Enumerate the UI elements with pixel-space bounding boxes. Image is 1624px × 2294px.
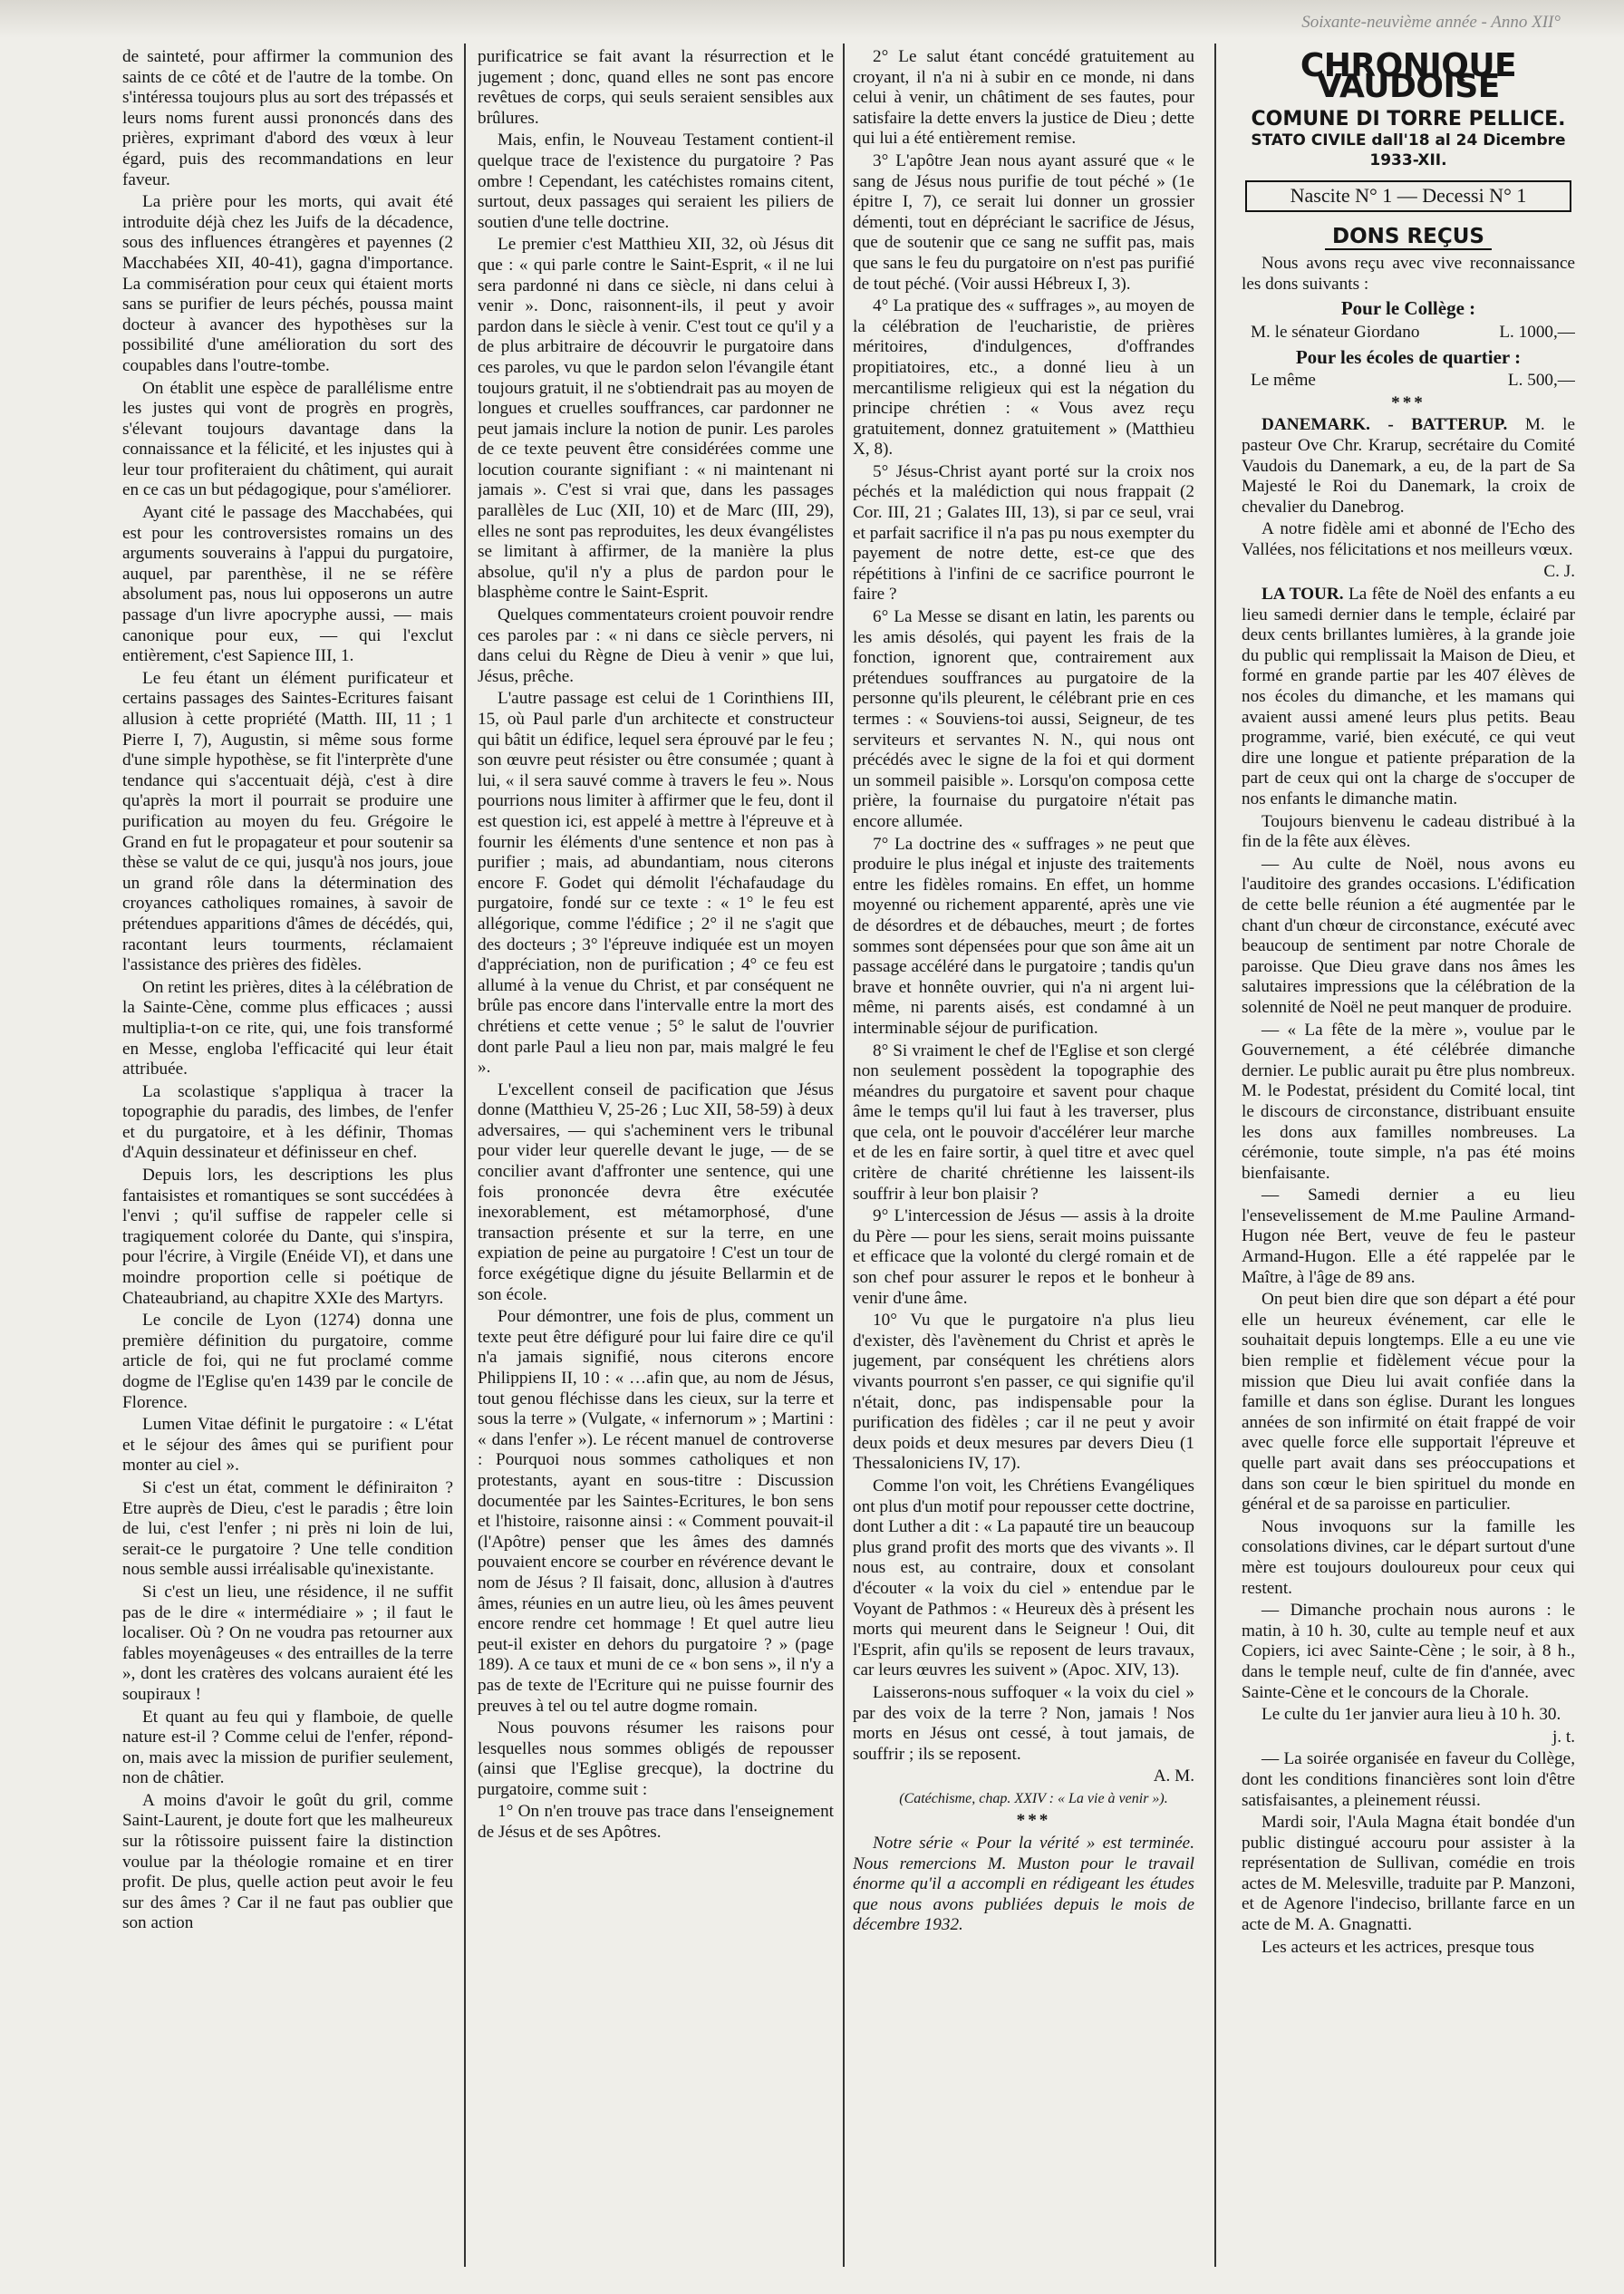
section-separator: *** <box>1391 392 1426 412</box>
source-reference: (Catéchisme, chap. XXIV : « La vie à venir »). <box>899 1790 1168 1806</box>
gift-donor: Le même <box>1251 371 1316 391</box>
article-column-1 <box>122 47 453 2267</box>
paragraph: Les acteurs et les actrices, presque tous <box>1262 1937 1535 1957</box>
paragraph: La prière pour les morts, qui avait été introduite déjà chez les Juifs de la décadence, sous des influences étrangères et payennes (2 Macchabées XII, 40-41), gagna d'importance. La commisération pour ceux qui étaient morts sans se purifier de leurs péchés, poussa maint docteur à avancer des hypothèses sur la possibilité d'une amélioration du sort des coupables dans l'outre-tombe. <box>122 192 453 375</box>
running-head: Soixante-neuvième année - Anno XII° <box>1301 13 1561 32</box>
paragraph: — Dimanche prochain nous aurons : le matin, à 10 h. 30, culte au temple neuf et aux Copiers, ici avec Sainte-Cène ; le soir, à 8 h., dans le temple neuf, culte de fin d'année, avec Sainte-Cène et le concours de la Chorale. <box>1242 1601 1575 1702</box>
article-column-2 <box>478 47 834 2267</box>
paragraph: On peut bien dire que son départ a été pour elle un heureux événement, car elle le souhaitait depuis longtemps. Elle a eu une vie bien remplie et fidèlement vécue pour la mission que Dieu lui avait confiée dans la famille et dans son église. Durant les longues années de son infirmité on était frappé de voir avec quelle force elle supportait l'épreuve et quelle part avait dans ses préoccupations et dans son cœur le bien spirituel du monde en général et de sa paroisse en particulier. <box>1242 1290 1575 1515</box>
paragraph: Nous pouvons résumer les raisons pour lesquelles nous sommes obligés de repousser (ainsi que l'Eglise grecque), la doctrine du purgatoire, comme suit : <box>478 1718 834 1799</box>
paragraph: A moins d'avoir le goût du gril, comme Saint-Laurent, je doute fort que les malheureux sur la rôtissoire puissent faire la distinction voulue par la théologie romaine et en tirer profit. De plus, quelle action peut avoir le feu sur des âmes ? Car il ne faut pas oublier que son action <box>122 1790 453 1933</box>
paragraph: A notre fidèle ami et abonné de l'Echo des Vallées, nos félicitations et nos meilleurs vœux. <box>1242 519 1575 559</box>
paragraph: Si c'est un lieu, une résidence, il ne suffit pas de le dire « intermédiaire » ; il faut le localiser. Où ? On ne voudra pas retourner aux fables moyenâgeuses « des entrailles de la terre », dont les cratères des volcans auraient été les soupiraux ! <box>122 1582 453 1704</box>
paragraph: On retint les prières, dites à la célébration de la Sainte-Cène, comme plus efficaces ; aussi multiplia-t-on ce rite, qui, une fois transformé en Messe, engloba l'efficacité qui leur était attribuée. <box>122 977 453 1079</box>
paragraph: Lumen Vitae définit le purgatoire : « L'état et le séjour des âmes qui se purifient pour monter au ciel ». <box>122 1415 453 1476</box>
paragraph: — La soirée organisée en faveur du Collège, dont les conditions financières sont loin d'être satisfaisantes, a pleinement réussi. <box>1242 1749 1575 1810</box>
paragraph: Le feu étant un élément purificateur et certains passages des Saintes-Ecritures faisant allusion à cette propriété (Matth. III, 11 ; 1 Pierre I, 7), Augustin, si même sous forme d'une simple hypothèse, se fit l'interprète d'une tendance qui s'accentuait déjà, c'est à dire qu'après la mort il pourrait se produire une purification au moyen du feu. Grégoire le Grand en fut le propagateur et pour soutenir sa thèse se valut de ce qui, jusqu'à nos jours, joue un grand rôle dans la détermination des croyances catholiques romaines, à savoir de prétendues apparitions d'âmes de décédés, qui, racontant leurs tourments, réclamaient l'assistance des prières des fidèles. <box>122 668 453 975</box>
paragraph: Depuis lors, les descriptions les plus fantaisistes et romantiques se sont succédées à l'envi ; qu'il suffise de rappeler celle si tragiquement colorée du Dante, qui s'inspira, pour l'écrire, à Virgile (Enéide VI), et dans une moindre proportion celle si poétique de Chateaubriand, au chapitre XXIe des Martyrs. <box>122 1166 453 1308</box>
gift-category-heading: Pour le Collège : <box>1340 297 1476 320</box>
paragraph: purificatrice se fait avant la résurrection et le jugement ; donc, quand elles ne sont pas encore revêtues de corps, qui seuls seraient sensibles aux brûlures. <box>478 47 834 128</box>
news-text: M. le pasteur Ove Chr. Krarup, secrétaire du Comité Vaudois du Danemark, a eu, de la part de Sa Majesté le Roi du Danemark, la croix de chevalier du Danebrog. <box>1242 415 1575 517</box>
paragraph: 3° L'apôtre Jean nous ayant assuré que « le sang de Jésus nous purifie de tout péché » (1e épitre I, 7), ce serait lui donner un grossier démenti, tout en dépréciant le sacrifice de Jésus, que de soutenir que ce sang ne suffit pas, mais que sans le feu du purgatoire on n'est pas purifié de tout péché. (Voir aussi Hébreux I, 3). <box>853 150 1194 294</box>
paragraph: Et quant au feu qui y flamboie, de quelle nature est-il ? Comme celui de l'enfer, répond-on, mais avec la mission de purifier seulement, non de châtier. <box>122 1707 453 1788</box>
gift-row <box>1242 323 1575 344</box>
column-rule <box>843 44 845 2267</box>
paragraph: — Samedi dernier a eu lieu l'ensevelissement de M.me Pauline Armand-Hugon née Bert, veuve de feu le pasteur Armand-Hugon. Elle a été rappelée par le Maître, à l'âge de 89 ans. <box>1242 1186 1575 1287</box>
paragraph: 7° La doctrine des « suffrages » ne peut que produire le plus inégal et injuste des traitements entre les fidèles romains. En effet, un homme moyenné ou richement apparenté, après une vie de désordres et de débauches, meurt ; de fortes sommes sont dépensées pour que son âme ait un passage accéléré dans le purgatoire ; tandis qu'un brave et honnête ouvrier, qui n'a ni argent lui-même, ni parents aisés, est condamné à un interminable séjour de purification. <box>853 834 1194 1038</box>
paragraph: — « La fête de la mère », voulue par le Gouvernement, a été célébrée dimanche dernier. Le public aurait pu être plus nombreux. M. le Podestat, président du Comité local, tint le discours de circonstance, distribuant ensuite les dons aux familles nombreuses. La cérémonie, toute simple, n'a pas été moins bienfaisante. <box>1242 1020 1575 1183</box>
paragraph: Le premier c'est Matthieu XII, 32, où Jésus dit que : « qui parle contre le Saint-Esprit, « il ne lui sera pardonné ni dans ce siècle, ni dans celui à venir ». Donc, raisonnent-ils, il peut y avoir pardon dans le siècle à venir. C'est tout ce qu'il y a de plus arbitraire de découvrir le purgatoire dans ces paroles, vu que le pardon selon l'évangile étant toujours gratuit, il ne s'obtiendrait pas au moyen de longues et cruelles souffrances, car pardonner ne peut jamais inclure la notion de punir. Les paroles de ce texte peuvent être considérées comme une locution courante signifiant : « ni maintenant ni jamais ». C'est si vrai que, dans les passages parallèles de Luc (XII, 10) et de Marc (III, 29), elles ne sont pas reproduites, les deux évangélistes se limitant à affirmer, de la manière la plus absolue, qu'il n'y a plus de pardon pour le blasphème contre le Saint-Esprit. <box>478 235 834 603</box>
paragraph: — Au culte de Noël, nous avons eu l'auditoire des grandes occasions. L'édification de cette belle réunion a été augmentée par le chant d'un chœur de circonstance, exécuté avec beaucoup de sentiment par notre Chorale de paroisse. Que Dieu grave dans nos âmes les salutaires impressions que la célébration de la solennité de Noël ne peut manquer de produire. <box>1242 854 1575 1017</box>
paragraph <box>1242 415 1575 518</box>
gift-category-heading: Pour les écoles de quartier : <box>1295 345 1522 368</box>
paragraph: Mardi soir, l'Aula Magna était bondée d'un public distingué accouru pour assister à la représentation de Sullivan, comédie en trois actes de M. Melesville, traduite par P. Manzoni, et de Agenore l'indeciso, brillante farce en un acte de M. A. Gnagnatti. <box>1242 1813 1575 1935</box>
paragraph: 6° La Messe se disant en latin, les parents ou les amis désolés, qui payent les frais de la fonction, ignorent que, contrairement aux prétendues souffrances au purgatoire de la personne qu'ils pleurent, le célébrant prie en ces termes : « Souviens-toi aussi, Seigneur, de tes serviteurs et servantes N. N., qui nous ont précédés avec le signe de la foi et qui dorment un sommeil paisible ». Lorsqu'on composa cette prière, la fournaise du purgatoire n'était pas encore allumée. <box>853 607 1194 831</box>
section-separator: *** <box>1016 1811 1051 1831</box>
paragraph: 9° L'intercession de Jésus — assis à la droite du Père — pour les siens, serait moins puissante et efficace que la volonté du clergé romain et de son chef pour assurer le repos et le bonheur à venir d'une âme. <box>853 1206 1194 1308</box>
births-deaths-box: Nascite N° 1 — Decessi N° 1 <box>1245 180 1571 212</box>
gift-row <box>1242 371 1575 392</box>
paragraph: 1° On n'en trouve pas trace dans l'enseignement de Jésus et de ses Apôtres. <box>478 1802 834 1843</box>
paragraph: Nous invoquons sur la famille les consolations divines, car le départ surtout d'une mère est toujours douloureux pour ceux qui restent. <box>1242 1516 1575 1598</box>
news-dateline: LA TOUR. <box>1262 585 1344 605</box>
gift-amount: L. 500,— <box>1507 371 1575 391</box>
paragraph: 10° Vu que le purgatoire n'a plus lieu d'exister, dès l'avènement du Christ et après le jugement, par conséquent les chrétiens alors vivants pourront s'en passer, ce qui signifie qu'il n'était, donc, pas indispensable pour la purification des fidèles ; car il ne peut y avoir deux poids et deux mesures par devers Dieu (1 Thessaloniciens IV, 17). <box>853 1311 1194 1474</box>
paragraph: 4° La pratique des « suffrages », au moyen de la célébration de l'eucharistie, de prières méritoires, d'indulgences, d'offrandes propitiatoires, etc., a donné lieu à un mercantilisme religieux qui est la négation du principe chrétien : « Vous avez reçu gratuitement, donnez gratuitement » (Matthieu X, 8). <box>853 296 1194 460</box>
dons-heading-text: DONS REÇUS <box>1325 225 1492 250</box>
author-signature: A. M. <box>1153 1766 1194 1786</box>
author-signature: C. J. <box>1543 562 1575 582</box>
editor-note: Notre série « Pour la vérité » est terminée. Nous remercions M. Muston pour le travail énorme qu'il a accompli en rédigeant les études que nous avons publiées depuis le mois de décembre 1932. <box>853 1834 1194 1935</box>
paragraph: Le culte du 1er janvier aura lieu à 10 h. 30. <box>1262 1705 1561 1725</box>
paragraph: de sainteté, pour affirmer la communion des saints de ce côté et de l'autre de la tombe. On s'intéressa toujours plus au sort des trépassés et leurs noms furent aussi prononcés dans des prières, exprimant d'abord des vœux à leur égard, puis des recommandations en leur faveur. <box>122 47 453 189</box>
news-dateline: DANEMARK. - BATTERUP. <box>1262 415 1508 435</box>
paragraph: Si c'est un état, comment le définiraiton ? Etre auprès de Dieu, c'est le paradis ; être loin de lui, c'est l'enfer ; ni près ni loin de lui, serait-ce le purgatoire ? Une telle condition nous semble aussi irréalisable qu'inexistante. <box>122 1477 453 1580</box>
article-column-3 <box>853 47 1194 2267</box>
dons-heading <box>1242 224 1575 248</box>
paragraph: 5° Jésus-Christ ayant porté sur la croix nos péchés et la malédiction qui nous frappait (2 Cor. III, 21 ; Galates III, 13), si par ce seul, vrai et parfait sacrifice il n'a pas pu nous exempter du payement de notre dette, est-ce que des répétitions à l'infini de ce sacrifice pourront le faire ? <box>853 461 1194 605</box>
column-rule <box>1214 44 1216 2267</box>
paragraph: Mais, enfin, le Nouveau Testament contient-il quelque trace de l'existence du purgatoire ? Pas ombre ! Cependant, les catéchistes romains citent, surtout, deux passages qui seraient les piliers de soutien d'une telle doctrine. <box>478 131 834 232</box>
paragraph <box>1242 585 1575 810</box>
author-signature: j. t. <box>1552 1727 1575 1747</box>
stato-civile-heading: STATO CIVILE dall'18 al 24 Dicembre 1933-XII. <box>1251 131 1566 170</box>
comune-heading: COMUNE DI TORRE PELLICE. <box>1251 108 1566 131</box>
gift-donor: M. le sénateur Giordano <box>1251 322 1420 342</box>
paragraph: Laisserons-nous suffoquer « la voix du ciel » par des voix de la terre ? Non, jamais ! Nos morts en Jésus ont cessé, à tout jamais, de souffrir ; ils se reposent. <box>853 1682 1194 1764</box>
paragraph: L'autre passage est celui de 1 Corinthiens III, 15, où Paul parle d'un architecte et constructeur qui bâtit un édifice, lequel sera éprouvé par le feu ; son œuvre peut résister ou être consumée ; quant à lui, « il sera sauvé comme à travers le feu ». Nous pourrions nous limiter à affirmer que le feu, dont il est question ici, est appelé à mettre à l'épreuve et à fournir les éléments d'une sentence et non pas à purifier ; mais, ad abundantiam, nous citerons encore F. Godet qui démolit l'échafaudage du purgatoire, fondé sur ce texte : « 1° le feu est allégorique, comme l'édifice ; 2° il ne s'agit que des docteurs ; 3° l'épreuve indiquée est un moyen d'appréciation, non de purification ; 4° ce feu est allumé à la venue du Christ, et par conséquent ne brûle pas encore dans l'intervalle entre la mort des chrétiens et cette venue ; 5° le salut de l'ouvrier dont parle Paul a lieu non par, mais malgré le feu ». <box>478 689 834 1078</box>
paragraph: Quelques commentateurs croient pouvoir rendre ces paroles par : « ni dans ce siècle pervers, ni dans celui du Règne de Dieu à venir » que lui, Jésus, prêche. <box>478 605 834 686</box>
paragraph: Nous avons reçu avec vive reconnaissance les dons suivants : <box>1242 254 1575 294</box>
news-text: La fête de Noël des enfants a eu lieu samedi dernier dans le temple, éclairé par deux cents brillantes lumières, à la grande joie du public qui remplissait la Maison de Dieu, et formé en grande partie par les 407 élèves de nos écoles du dimanche, et les mamans qui avaient aussi amené leurs plus petits. Beau programme, varié, bien exécuté, ce qui veut dire une longue et patiente préparation de la part de ceux qui ont la charge de s'occuper de nos enfants le dimanche matin. <box>1242 585 1575 808</box>
column-rule <box>464 44 466 2267</box>
paragraph: 2° Le salut étant concédé gratuitement au croyant, il n'a ni à subir en ce monde, ni dans celui à venir, un châtiment de ses fautes, pour satisfaire la dette envers la justice de Dieu ; dette qui lui a été entièrement remise. <box>853 47 1194 149</box>
paragraph: Toujours bienvenu le cadeau distribué à la fin de la fête aux élèves. <box>1242 811 1575 852</box>
paragraph: 8° Si vraiment le chef de l'Eglise et son clergé non seulement possèdent la topographie des méandres du purgatoire et savent pour chaque âme le temps qu'il lui faut à les traverser, plus que cela, ont le pouvoir d'accélérer leur marche et de les en faire sortir, à quel titre et avec quel critère de charité chrétienne les laissent-ils souffrir à leur bon plaisir ? <box>853 1041 1194 1204</box>
paragraph: Pour démontrer, une fois de plus, comment un texte peut être défiguré pour lui faire dire ce qu'il n'a jamais signifié, nous citerons encore Philippiens II, 10 : « …afin que, au nom de Jésus, tout genou fléchisse dans les cieux, sur la terre et sous la terre » (Vulgate, « infernorum » ; Martini : « dans l'enfer »). Le récent manuel de controverse : Pourquoi nous sommes catholiques et non protestants, ayant en sous-titre : Discussion documentée par les Saintes-Ecritures, le bon sens et l'histoire, raisonne ainsi : « Comment pouvait-il (l'Apôtre) penser que les âmes des damnés pouvaient encore se courber en révérence devant le nom de Jésus ? Il faisait, donc, allusion à d'autres âmes, réunies en un autre lieu, où les âmes peuvent encore rendre cet hommage ! Et quel autre lieu peut-il exister en dehors du purgatoire ? » (page 189). A ce taux et muni de ce « bon sens », il n'y a pas de texte de l'Ecriture qui ne puisse fournir des preuves à tel ou tel autre dogme romain. <box>478 1307 834 1716</box>
paragraph: L'excellent conseil de pacification que Jésus donne (Matthieu V, 25-26 ; Luc XII, 58-59) à deux adversaires, — qui s'acheminent vers le tribunal pour vider leur querelle devant le juge, — de se concilier avant d'affronter une sentence, qui une fois prononcée devra être exécutée inexorablement, est métamorphosé, d'une transaction présente et sur la terre, en une expiation de peine au purgatoire ! C'est un tour de force exégétique digne du jésuite Bellarmin et de son école. <box>478 1079 834 1304</box>
chronique-column <box>1242 47 1575 2267</box>
paragraph: Le concile de Lyon (1274) donna une première définition du purgatoire, comme article de foi, qui ne fut proclamé comme dogme de l'Eglise qu'en 1439 par le concile de Florence. <box>122 1311 453 1412</box>
gift-amount: L. 1000,— <box>1499 322 1575 342</box>
paragraph: Ayant cité le passage des Macchabées, qui est pour les controversistes romains un des arguments souverains à l'appui du purgatoire, auquel, par parenthèse, il ne se réfère absolument pas, nous lui opposerons un autre passage d'un livre apocryphe aussi, — mais canonique pour eux, — qui l'exclut entièrement, c'est Sapience III, 1. <box>122 503 453 666</box>
section-title: CHRONIQUE VAUDOISE <box>1300 47 1517 105</box>
paragraph: On établit une espèce de parallélisme entre les justes qui vont de progrès en progrès, s'élevant toujours davantage dans la connaissance et la félicité, et les injustes qui à leur tour profiteraient du châtiment, qui aurait en ce cas un but pédagogique, pour s'améliorer. <box>122 378 453 500</box>
paragraph: Comme l'on voit, les Chrétiens Evangéliques ont plus d'un motif pour repousser cette doctrine, dont Luther a dit : « La papauté tire un beaucoup plus grand profit des morts que des vivants ». Il nous est, au contraire, doux et consolant d'écouter « la voix du ciel » entendue par le Voyant de Pathmos : « Heureux dès à présent les morts qui meurent dans le Seigneur ! Oui, dit l'Esprit, afin qu'ils se reposent de leurs travaux, car leurs œuvres les suivent » (Apoc. XIV, 13). <box>853 1476 1194 1680</box>
paragraph: La scolastique s'appliqua à tracer la topographie du paradis, des limbes, de l'enfer et du purgatoire, et à les définir, Thomas d'Aquin dessinateur et définisseur en chef. <box>122 1081 453 1163</box>
